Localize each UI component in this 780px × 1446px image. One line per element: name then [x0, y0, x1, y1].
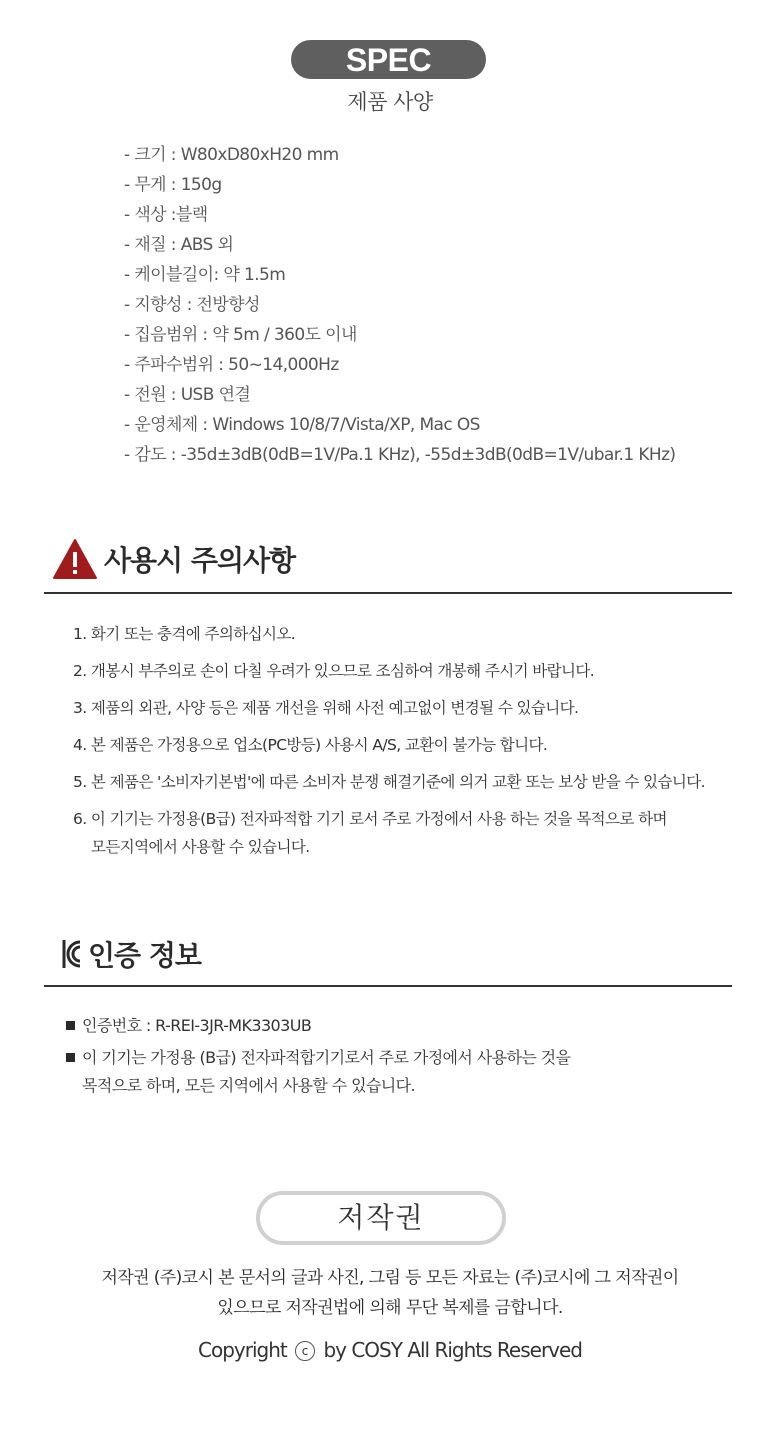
copyright-body: [40, 1263, 740, 1323]
caution-item-4: 4. 본 제품은 가정용으로 업소(PC방등) 사용시 A/S, 교환이 불가능 합니다.: [73, 736, 548, 754]
spec-badge: SPEC: [291, 40, 486, 79]
copyright-suffix: by COSY All Rights Reserved: [323, 1338, 582, 1362]
spec-item-cable: - 케이블길이: 약 1.5m: [124, 265, 286, 285]
caution-item-1: 1. 화기 또는 충격에 주의하십시오.: [73, 625, 296, 643]
warning-triangle-icon: [52, 538, 98, 580]
caution-item-6-line1: 6. 이 기기는 가정용(B급) 전자파적합 기기 로서 주로 가정에서 사용 하는 것을 목적으로 하며: [73, 810, 667, 828]
spec-item-color: - 색상 :블랙: [124, 205, 208, 225]
spec-item-os: - 운영체제 : Windows 10/8/7/Vista/XP, Mac OS: [124, 415, 480, 435]
caution-list: [73, 620, 705, 870]
caution-item-2: 2. 개봉시 부주의로 손이 다칠 우려가 있으므로 조심하여 개봉해 주시기 바랍니다.: [73, 662, 595, 680]
spec-item-power: - 전원 : USB 연결: [124, 385, 251, 405]
caution-divider: [44, 592, 732, 594]
caution-title: 사용시 주의사항: [104, 544, 296, 577]
copyright-notice: [40, 1338, 740, 1362]
cert-note: [66, 1044, 570, 1100]
cert-note-line2: 목적으로 하며, 모든 지역에서 사용할 수 있습니다.: [82, 1076, 416, 1095]
caution-heading: [52, 538, 295, 580]
square-bullet-icon: [66, 1053, 75, 1062]
copyright-body-line2: 있으므로 저작권법에 의해 무단 복제를 금합니다.: [217, 1298, 563, 1318]
cert-note-line1: 이 기기는 가정용 (B급) 전자파적합기기로서 주로 가정에서 사용하는 것을: [82, 1048, 571, 1067]
copyright-badge: 저작권: [256, 1191, 506, 1245]
cert-number-text: 인증번호 : R-REI-3JR-MK3303UB: [82, 1016, 312, 1035]
copyright-prefix: Copyright: [198, 1338, 287, 1362]
cert-list: [66, 1012, 570, 1104]
spec-list: [124, 143, 675, 473]
caution-item-6-line2: 모든지역에서 사용할 수 있습니다.: [91, 838, 310, 856]
square-bullet-icon: [66, 1021, 75, 1030]
caution-item-3: 3. 제품의 외관, 사양 등은 제품 개선을 위해 사전 예고없이 변경될 수 있습니다.: [73, 699, 579, 717]
spec-item-pickup-range: - 집음범위 : 약 5m / 360도 이내: [124, 325, 357, 345]
spec-item-material: - 재질 : ABS 외: [124, 235, 234, 255]
spec-item-sensitivity: - 감도 : -35d±3dB(0dB=1V/Pa.1 KHz), -55d±3dB(0dB=1V/ubar.1 KHz): [124, 445, 676, 465]
spec-item-directivity: - 지향성 : 전방향성: [124, 295, 260, 315]
cert-title: 인증 정보: [88, 939, 201, 972]
spec-item-frequency: - 주파수범위 : 50~14,000Hz: [124, 355, 339, 375]
cert-number: [66, 1012, 570, 1040]
caution-item-5: 5. 본 제품은 '소비자기본법'에 따른 소비자 분쟁 해결기준에 의거 교환 또는 보상 받을 수 있습니다.: [73, 773, 705, 791]
cert-heading: [60, 934, 201, 974]
copyright-body-line1: 저작권 (주)코시 본 문서의 글과 사진, 그림 등 모든 자료는 (주)코시에 그 저작권이: [101, 1268, 679, 1288]
kc-mark-icon: [60, 938, 84, 970]
spec-item-weight: - 무게 : 150g: [124, 175, 222, 195]
caution-item-6: [73, 805, 705, 861]
copyright-symbol-icon: c: [295, 1341, 315, 1361]
spec-item-size: - 크기 : W80xD80xH20 mm: [124, 145, 339, 165]
cert-divider: [44, 985, 732, 987]
spec-subtitle: 제품 사양: [347, 90, 433, 114]
